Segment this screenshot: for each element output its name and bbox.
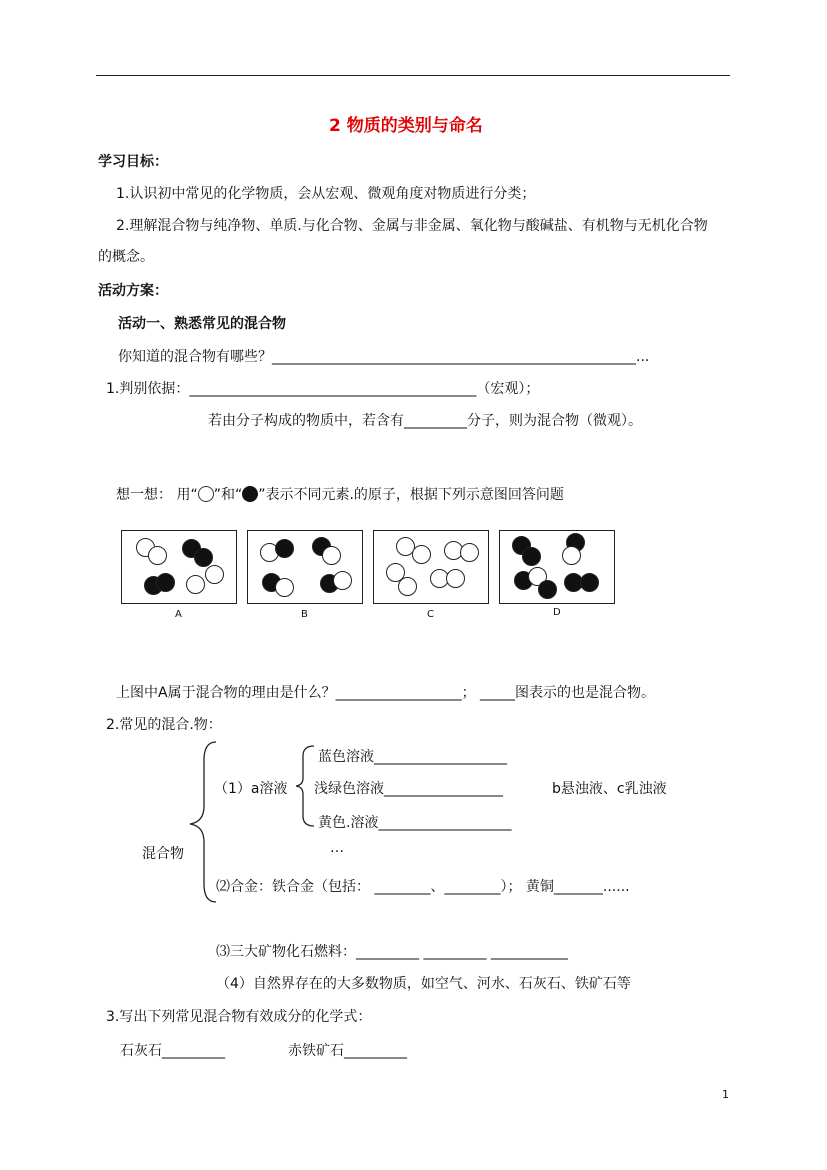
diagram-box-b [247, 530, 363, 604]
white-atom-icon [460, 543, 479, 562]
diagram-box-c [373, 530, 489, 604]
white-atom-icon [148, 546, 167, 565]
solution-lightgreen: 浅绿色溶液_________________ [314, 781, 503, 797]
white-atom-icon [412, 545, 431, 564]
page-title: 2 物质的类别与命名 [329, 116, 483, 136]
black-atom-icon [522, 547, 541, 566]
solution-brace [294, 744, 316, 828]
think-text-b: ”和“ [213, 487, 243, 503]
diagram-box-d [499, 530, 615, 604]
think-text-c: ”表示不同元素.的原子，根据下列示意图回答问题 [258, 487, 564, 503]
common-mixtures-heading: 2.常见的混合.物： [106, 717, 222, 733]
goals-heading: 学习目标： [98, 154, 168, 170]
suspension-emulsion: b悬浊液、c乳浊液 [552, 781, 667, 797]
black-atom-icon [538, 580, 557, 599]
white-atom-icon [322, 546, 341, 565]
diagram-box-a [121, 530, 237, 604]
activity-1-heading: 活动一、熟悉常见的混合物 [118, 316, 286, 332]
goal-2-line-2: 的概念。 [98, 249, 154, 265]
solution-blue: 蓝色溶液___________________ [318, 749, 507, 765]
diagram-label-c: C [427, 609, 434, 620]
question-a-mixture: 上图中A属于混合物的理由是什么？__________________； _____图表示的也是混合物。 [116, 685, 656, 701]
limestone-blank: 石灰石_________ [120, 1043, 225, 1059]
white-atom-icon [186, 575, 205, 594]
natural-substances-line: （4）自然界存在的大多数物质，如空气、河水、石灰石、铁矿石等 [216, 976, 631, 992]
white-atom-icon [446, 569, 465, 588]
solution-label: （1）a溶液 [214, 781, 288, 797]
micro-criterion: 若由分子构成的物质中，若含有_________分子，则为混合物（微观）。 [208, 413, 642, 429]
black-atom-icon [194, 548, 213, 567]
plan-heading: 活动方案： [98, 283, 168, 299]
diagram-label-a: A [175, 609, 182, 620]
black-atom-icon [156, 573, 175, 592]
think-text-a: 想一想： 用“ [116, 487, 198, 503]
think-line [116, 484, 564, 504]
solution-yellow: 黄色.溶液___________________ [318, 815, 512, 831]
header-rule [96, 75, 730, 76]
main-brace [186, 740, 220, 905]
white-atom-icon [398, 577, 417, 596]
black-atom-icon [242, 486, 258, 502]
formula-question: 3.写出下列常见混合物有效成分的化学式： [106, 1009, 372, 1025]
white-atom-icon [333, 571, 352, 590]
diagram-label-d: D [553, 607, 561, 618]
goal-1: 1.认识初中常见的化学物质，会从宏观、微观角度对物质进行分类； [116, 186, 536, 202]
diagram-label-b: B [301, 609, 308, 620]
white-atom-icon [205, 565, 224, 584]
alloy-line: ⑵合金：铁合金（包括： ________、________）； 黄铜_______...... [216, 879, 630, 895]
white-atom-icon [198, 486, 214, 502]
goal-2-line-1: 2.理解混合物与纯净物、单质.与化合物、金属与非金属、氧化物与酸碱盐、有机物与无机化合物 [116, 218, 708, 234]
more-ellipsis: … [330, 840, 344, 856]
page-number: 1 [722, 1088, 729, 1101]
black-atom-icon [580, 573, 599, 592]
hematite-blank: 赤铁矿石_________ [288, 1043, 407, 1059]
judge-criterion: 1.判别依据：_________________________________________（宏观）； [106, 381, 540, 397]
question-known-mixtures: 你知道的混合物有哪些？____________________________________________________... [118, 349, 650, 365]
fossil-fuels-line: ⑶三大矿物化石燃料：_________ _________ ___________ [216, 944, 568, 960]
black-atom-icon [275, 539, 294, 558]
white-atom-icon [275, 578, 294, 597]
white-atom-icon [562, 546, 581, 565]
mixture-label: 混合物 [142, 846, 184, 862]
